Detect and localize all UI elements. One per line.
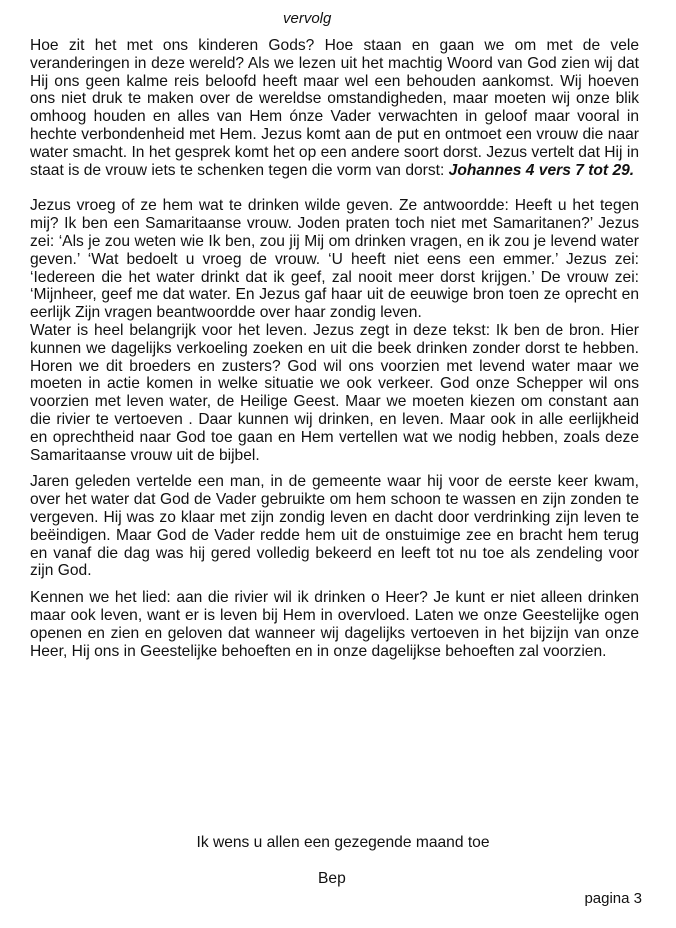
paragraph-intro-text: Hoe zit het met ons kinderen Gods? Hoe staan en gaan we om met de vele veranderingen in deze wereld? Als we lezen uit het machtig Woord van God zien wij dat Hij ons geen kalme reis beloofd heeft maar wel een behouden aankomst. Wij hoeven ons niet druk te maken over de wereldse omstandigheden, maar moeten wij onze blik omhoog houden en alles van Hem ónze Vader verwachten in geloof maar vooral in hechte verbondenheid met Hem. Jezus komt aan de put en ontmoet een vrouw die naar water smacht. In het gesprek komt het op een andere soort dorst. Jezus vertelt dat Hij in staat is de vrouw iets te schenken tegen die vorm van dorst: (30, 37, 639, 179)
paragraph-water: Water is heel belangrijk voor het leven. Jezus zegt in deze tekst: Ik ben de bron. Hier kunnen we dagelijks verkoeling zoeken en uit die beek drinken zonder dorst te hebben. Horen we dit broeders en zusters? God wil ons voorzien met levend water maar we moeten in actie komen in welke situatie we ook verkeer. God onze Schepper wil ons voorzien met leven water, de Heilige Geest. Maar we moeten kiezen om constant aan die rivier te vertoeven . Daar kunnen wij drinken, en leven. Maar ook in alle eerlijkheid en oprechtheid naar God toe gaan en Hem vertellen wat we nodig hebben, zoals deze Samaritaanse vrouw uit de bijbel. (30, 321, 639, 464)
signature: Bep (318, 870, 346, 887)
continued-label: vervolg (283, 10, 332, 27)
paragraph-testimony: Jaren geleden vertelde een man, in de gemeente waar hij voor de eerste keer kwam, over het water dat God de Vader gebruikte om hem schoon te wassen en zijn zonden te vergeven. Hij was zo klaar met zijn zondig leven en dacht door verdrinking zijn leven te beëindigen. Maar God de Vader redde hem uit de onstuimige zee en bracht hem terug en vanaf die dag was hij gered volledig bekeerd en leeft tot nu toe als zendeling voor zijn God. (30, 473, 639, 580)
paragraph-song: Kennen we het lied: aan die rivier wil ik drinken o Heer? Je kunt er niet alleen drinken maar ook leven, want er is leven bij Hem in overvloed. Laten we onze Geestelijke ogen openen en zien en geloven dat wanneer wij dagelijks vertoeven in het bijzijn van onze Heer, Hij ons in Geestelijke behoeften en in onze dagelijkse behoeften zal voorzien. (30, 589, 639, 660)
closing-wish (0, 834, 676, 852)
closing-wish-text: Ik wens u allen een gezegende maand toe (196, 834, 490, 851)
article-body (30, 37, 639, 660)
paragraph-conversation: Jezus vroeg of ze hem wat te drinken wilde geven. Ze antwoordde: Heeft u het tegen mij? Ik ben een Samaritaanse vrouw. Joden praten toch niet met Samaritanen?’ Jezus zei: ‘Als je zou weten wie Ik ben, zou jij Mij om drinken vragen, en ik zou je levend water geven.’ ‘Wat bedoelt u vroeg de vrouw. ‘U heeft niet eens een emmer.’ Jezus zei: ‘Iedereen die het water drinkt dat ik geef, zal nooit meer dorst krijgen.’ De vrouw zei: ‘Mijnheer, geef me dat water. En Jezus gaf haar uit de eeuwige bron toen ze oprecht en eerlijk Zijn vragen beantwoordde over haar zondig leven. (30, 197, 639, 322)
page-number: pagina 3 (584, 890, 642, 907)
paragraph-intro (30, 37, 639, 179)
scripture-reference: Johannes 4 vers 7 tot 29. (448, 161, 635, 179)
